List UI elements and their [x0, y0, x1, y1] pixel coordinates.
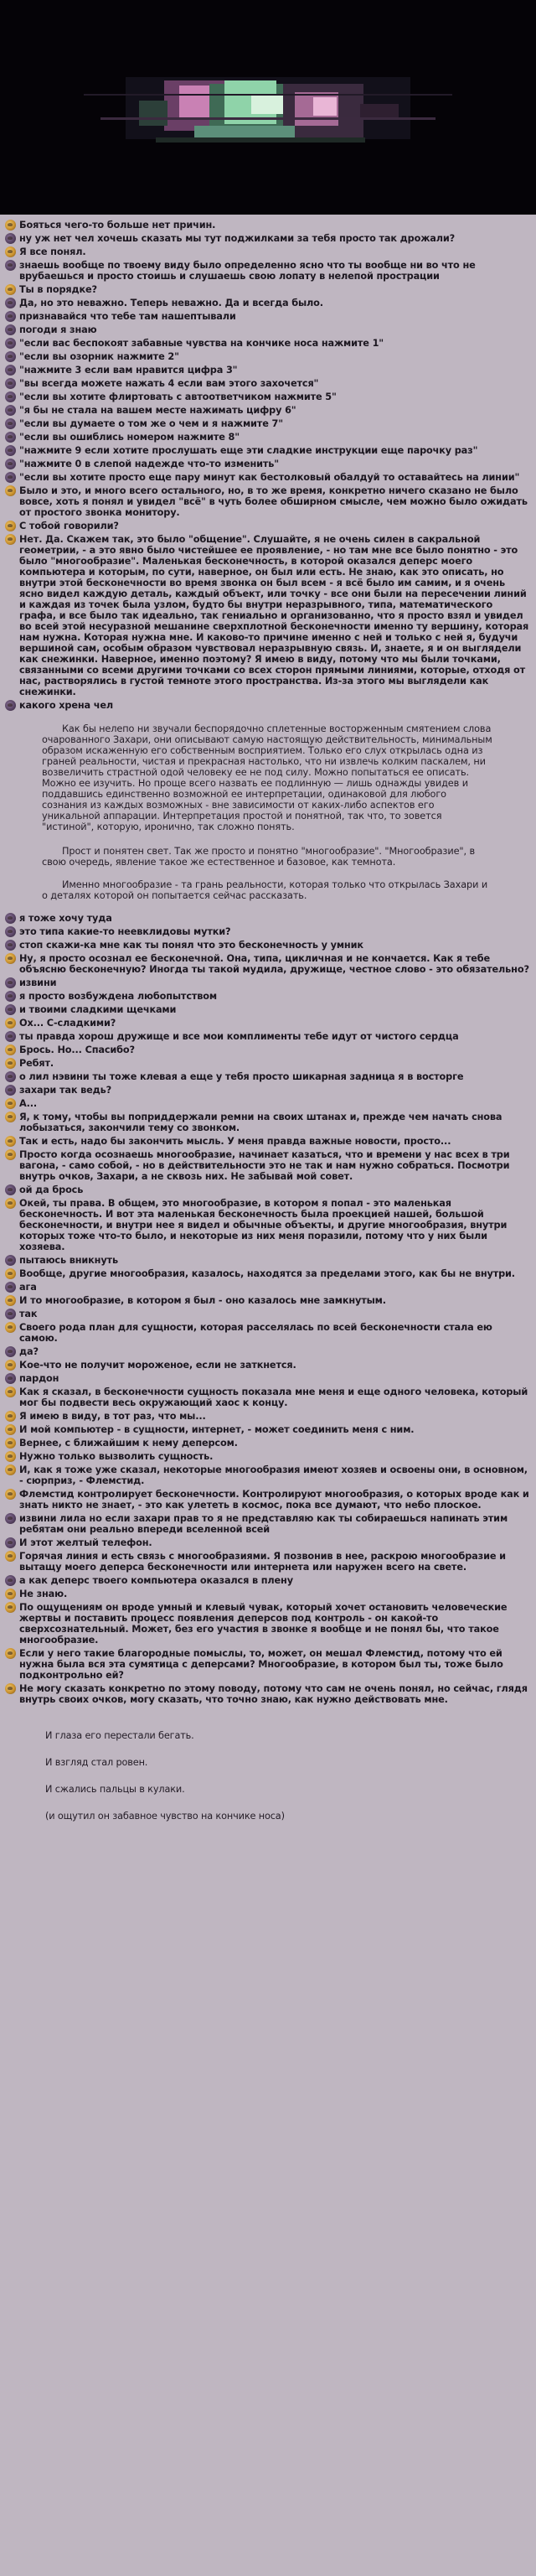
chat-message [5, 1648, 531, 1681]
message-text: это типа какие-то неевклидовы мутки? [19, 926, 231, 937]
chat-message [5, 1602, 531, 1646]
message-text: знаешь вообще по твоему виду было определенно ясно что ты вообще ни во что не врубаешься и просто стоишь и слушаешь свою лопату в нелепой прострации [19, 260, 479, 282]
chat-message [5, 311, 531, 322]
chat-message [5, 472, 531, 483]
chat-message [5, 260, 531, 282]
message-text: Брось. Но... Спасибо? [19, 1044, 135, 1055]
yellow-avatar-icon [5, 953, 16, 964]
message-group-1 [5, 220, 531, 711]
purple-avatar-icon [5, 940, 16, 951]
chat-message [5, 1451, 531, 1462]
message-text: И мой компьютер - в сущности, интернет, - может соединить меня с ним. [19, 1424, 415, 1435]
chat-message [5, 1085, 531, 1096]
yellow-avatar-icon [5, 1602, 16, 1613]
message-text: ой да брось [19, 1184, 84, 1195]
yellow-avatar-icon [5, 1044, 16, 1055]
message-text: И, как я тоже уже сказал, некоторые многообразия имеют хозяев и освоены они, в основном, - сюрприз, - Флемстид. [19, 1464, 531, 1486]
chat-message [5, 1268, 531, 1279]
narration-paragraph: Как бы нелепо ни звучали беспорядочно сплетенные восторженным смятением слова очарованного Захари, они описывают самую настоящую действительность, минимальным образом искаженную его собственным восприятием. Только его слух открылась одна из граней реальности, чистая и прекрасная настолько, что ни извлечь колким паскалем, ни возвеличить страстной одой человеку ее не под силу. Можно попытаться ее описать. Можно ее изучить. Но проще всего назвать ее подлинную — лишь однажды увидев и поддавшись единственно возможной ее интерпретации, одинаковой для любого сознания из каждых возможных - вне зависимости от каких-либо аспектов его уникальной аппарации. Интерпретация простой и понятной, так что, то зовется "истиной", которую, иронично, так сложно понять. [42, 723, 492, 832]
purple-avatar-icon [5, 1537, 16, 1548]
chat-message [5, 1098, 531, 1109]
chat-message [5, 1575, 531, 1586]
purple-avatar-icon [5, 311, 16, 322]
purple-avatar-icon [5, 1513, 16, 1524]
chat-message [5, 953, 531, 975]
yellow-avatar-icon [5, 1360, 16, 1371]
chat-message [5, 1071, 531, 1082]
chat-message [5, 405, 531, 416]
chat-message [5, 1018, 531, 1029]
yellow-avatar-icon [5, 1451, 16, 1462]
chat-message [5, 1184, 531, 1195]
chat-message [5, 1589, 531, 1599]
purple-avatar-icon [5, 233, 16, 244]
purple-avatar-icon [5, 378, 16, 389]
chat-message [5, 1513, 531, 1535]
purple-avatar-icon [5, 459, 16, 469]
purple-avatar-icon [5, 405, 16, 416]
chat-message [5, 534, 531, 697]
message-text: А... [19, 1098, 38, 1109]
purple-avatar-icon [5, 1575, 16, 1586]
closing-line: И глаза его перестали бегать. [45, 1730, 194, 1741]
closing-line: (и ощутил он забавное чувство на кончике носа) [45, 1811, 285, 1822]
yellow-avatar-icon [5, 1438, 16, 1449]
message-text: "нажмите 9 если хотите прослушать еще эти сладкие инструкции еще парочку раз" [19, 445, 478, 456]
message-text: И то многообразие, в котором я был - оно казалось мне замкнутым. [19, 1295, 386, 1306]
yellow-avatar-icon [5, 1149, 16, 1160]
message-text: ты правда хорош дружище и все мои комплименты тебе идут от чистого сердца [19, 1031, 459, 1042]
chat-message [5, 521, 531, 531]
purple-avatar-icon [5, 1085, 16, 1096]
purple-avatar-icon [5, 432, 16, 443]
message-text: так [19, 1309, 38, 1319]
purple-avatar-icon [5, 338, 16, 349]
chat-message [5, 485, 531, 518]
chat-message [5, 1489, 531, 1511]
chat-message [5, 220, 531, 231]
purple-avatar-icon [5, 351, 16, 362]
yellow-avatar-icon [5, 1136, 16, 1147]
purple-avatar-icon [5, 445, 16, 456]
purple-avatar-icon [5, 1346, 16, 1357]
chat-message [5, 1551, 531, 1573]
chat-message [5, 284, 531, 295]
yellow-avatar-icon [5, 1058, 16, 1069]
message-text: я тоже хочу туда [19, 913, 112, 924]
message-text: Горячая линия и есть связь с многообразиями. Я позвонив в нее, раскрою многообразие и вытащу моего деперса бесконечности или интернета или наружен всего на свете. [19, 1551, 509, 1573]
chat-message [5, 391, 531, 402]
message-text: признавайся что тебе там нашептывали [19, 311, 236, 322]
message-text: Своего рода план для сущности, которая расселялась по всей бесконечности стала ею самою. [19, 1322, 496, 1344]
message-text: И этот желтый телефон. [19, 1537, 152, 1548]
glitch-art-header-image [0, 0, 536, 215]
message-text: Я все понял. [19, 246, 86, 257]
yellow-avatar-icon [5, 1268, 16, 1279]
chat-message [5, 1031, 531, 1042]
chat-message [5, 432, 531, 443]
yellow-avatar-icon [5, 220, 16, 231]
purple-avatar-icon [5, 700, 16, 711]
message-text: о лил нэвини ты тоже клевая а еще у тебя просто шикарная задница я в восторге [19, 1071, 464, 1082]
message-text: Я, к тому, чтобы вы поприддержали ремни на своих штанах и, прежде чем начать снова лобызаться, закончили тему со звонком. [19, 1112, 506, 1133]
purple-avatar-icon [5, 324, 16, 335]
purple-avatar-icon [5, 1071, 16, 1082]
chat-message [5, 1424, 531, 1435]
yellow-avatar-icon [5, 1648, 16, 1659]
message-text: Как я сказал, в бесконечности сущность показала мне меня и еще одного человека, который мог бы подвести весь окружающий хаос к концу. [19, 1386, 531, 1408]
chat-message [5, 233, 531, 244]
yellow-avatar-icon [5, 1424, 16, 1435]
chat-message [5, 1464, 531, 1486]
message-text: захари так ведь? [19, 1085, 112, 1096]
yellow-avatar-icon [5, 246, 16, 257]
purple-avatar-icon [5, 991, 16, 1002]
message-group-2 [5, 913, 531, 1705]
purple-avatar-icon [5, 1373, 16, 1384]
yellow-avatar-icon [5, 1464, 16, 1475]
yellow-avatar-icon [5, 1018, 16, 1029]
chat-message [5, 940, 531, 951]
message-text: и твоими сладкими щечками [19, 1004, 177, 1015]
message-text: "если вас беспокоят забавные чувства на кончике носа нажмите 1" [19, 338, 384, 349]
chat-message [5, 338, 531, 349]
chat-message [5, 1255, 531, 1266]
yellow-avatar-icon [5, 534, 16, 545]
message-text: "если вы озорник нажмите 2" [19, 351, 179, 362]
message-text: Ну, я просто осознал ее бесконечной. Она, типа, цикличная и не кончается. Как я тебе объясню бесконечную? Иногда ты такой мудила, дружище, честное слово - это обязательно? [19, 953, 529, 975]
message-text: Да, но это неважно. Теперь неважно. Да и всегда было. [19, 298, 323, 308]
message-text: Не могу сказать конкретно по этому поводу, потому что сам не очень понял, но сейчас, глядя внутрь своих очков, могу сказать, что точно знаю, как нужно действовать мне. [19, 1683, 531, 1705]
message-text: "нажмите 3 если вам нравится цифра 3" [19, 365, 238, 376]
chat-message [5, 1282, 531, 1293]
purple-avatar-icon [5, 260, 16, 271]
purple-avatar-icon [5, 1282, 16, 1293]
message-text: какого хрена чел [19, 700, 114, 711]
message-text: По ощущениям он вроде умный и клевый чувак, который хочет остановить человеческие жертвы и поставить процесс появления деперсов под контроль - он какой-то сверхсознательный. Может, без его участия в звонке я вообще и не понял бы, что такое многообразие. [19, 1602, 511, 1646]
chat-message [5, 913, 531, 924]
closing-line: И сжались пальцы в кулаки. [45, 1784, 185, 1795]
closing-line: И взгляд стал ровен. [45, 1757, 148, 1768]
chat-message [5, 1149, 531, 1182]
message-text: ага [19, 1282, 37, 1293]
chat-message [5, 991, 531, 1002]
chat-message [5, 1309, 531, 1319]
message-text: Ох... С-сладкими? [19, 1018, 116, 1029]
chat-message [5, 459, 531, 469]
purple-avatar-icon [5, 365, 16, 376]
chat-message [5, 1136, 531, 1147]
message-text: "если вы думаете о том же о чем и я нажмите 7" [19, 418, 283, 429]
purple-avatar-icon [5, 418, 16, 429]
chat-message [5, 351, 531, 362]
yellow-avatar-icon [5, 1411, 16, 1422]
yellow-avatar-icon [5, 1112, 16, 1122]
yellow-avatar-icon [5, 284, 16, 295]
purple-avatar-icon [5, 913, 16, 924]
message-text: извини лила но если захари прав то я не представляю как ты собираешься напинать этим ребятам они реально впереди вселенной всей [19, 1513, 511, 1535]
yellow-avatar-icon [5, 1551, 16, 1562]
message-text: Нет. Да. Скажем так, это было "общение". Слушайте, я не очень силен в сакральной геометрии, - а это явно было чистейшее ее проявление, - но там мне все было понятно - это было "многообразие". Маленькая бесконечность, в которой оказался деперс моего компьютера и которым, по сути, наверное, он был или есть. Не знаю, как это описать, но внутри этой бесконечности во время звонка он был всем - я всё было им самим, и я очень ясно видел каждую деталь, каждый объект, или точку - все они были на пересечении линий и каждая из точек была узлом, будто бы внутри неразрывного, типа, математического графа, и все было так идеально, так гениально и организованно, что я просто взял и увидел во всей этой несуразной мешанине сверхплотной бесконечности именно ту вершину, которая нам нужна. Которая нужна мне. И каково-то причине именно с ней и только с ней я, будучи вершиной сам, особым образом чувствовал неразрывную связь. И, знаете, я и он выглядели как снежинки. Наверное, именно поэтому? Я имею в виду, потому что мы были точками, связанными со всеми другими точками со всех сторон прямыми линиями, которые, отходя от нас, растворялись в густой темноте этого пространства. Из-за этого мы выглядели как снежинки. [19, 534, 532, 697]
message-text: Было и это, и много всего остального, но, в то же время, конкретно ничего сказано не было вовсе, хоть я понял и увидел "всё" в чуть более обширном смысле, чем можно было ожидать от простого звонка монитору. [19, 485, 531, 518]
message-text: пытаюсь вникнуть [19, 1255, 118, 1266]
purple-avatar-icon [5, 1255, 16, 1266]
chat-message [5, 298, 531, 308]
chat-message [5, 246, 531, 257]
message-text: Бояться чего-то больше нет причин. [19, 220, 216, 231]
message-text: "вы всегда можете нажать 4 если вам этого захочется" [19, 378, 319, 389]
message-text: да? [19, 1346, 39, 1357]
message-text: Вернее, с ближайшим к нему деперсом. [19, 1438, 238, 1449]
purple-avatar-icon [5, 926, 16, 937]
chat-message [5, 1683, 531, 1705]
chat-message [5, 1295, 531, 1306]
chat-message [5, 1112, 531, 1133]
chat-message [5, 1004, 531, 1015]
narration-paragraph: Именно многообразие - та грань реальности, которая только что открылась Захари и о деталях которой он попытается сейчас рассказать. [42, 879, 488, 901]
purple-avatar-icon [5, 977, 16, 988]
purple-avatar-icon [5, 391, 16, 402]
chat-message [5, 1373, 531, 1384]
message-text: "если вы хотите флиртовать с автоответчиком нажмите 5" [19, 391, 337, 402]
purple-avatar-icon [5, 1031, 16, 1042]
chat-log [5, 220, 531, 1822]
message-text: Окей, ты права. В общем, это многообразие, в котором я попал - это маленькая бесконечность. И вот эта маленькая бесконечность была проекцией нашей, большой бесконечности, и внутри нее я видел и обычные объекты, и другие многообразия, внутри которых тоже что-то было, и некоторые из них меня поразили, потому что у них были хозяева. [19, 1198, 511, 1252]
message-text: Ты в порядке? [19, 284, 97, 295]
message-text: я просто возбуждена любопытством [19, 991, 217, 1002]
chat-message [5, 977, 531, 988]
yellow-avatar-icon [5, 1386, 16, 1397]
message-text: Ребят. [19, 1058, 54, 1069]
message-text: погоди я знаю [19, 324, 97, 335]
message-text: "если вы хотите просто еще пару минут как бестолковый обалдуй то оставайтесь на линии" [19, 472, 520, 483]
yellow-avatar-icon [5, 521, 16, 531]
chat-message [5, 1058, 531, 1069]
message-text: Флемстид контролирует бесконечности. Контролируют многообразия, о которых вроде как и знать никто не знает, - это как улететь в космос, пока все думают, что небо плоское. [19, 1489, 533, 1511]
message-text: "если вы ошиблись номером нажмите 8" [19, 432, 240, 443]
purple-avatar-icon [5, 1004, 16, 1015]
chat-message [5, 1346, 531, 1357]
purple-avatar-icon [5, 1309, 16, 1319]
purple-avatar-icon [5, 298, 16, 308]
message-text: а как деперс твоего компьютера оказался в плену [19, 1575, 293, 1586]
chat-message [5, 1044, 531, 1055]
narration-paragraph: Прост и понятен свет. Так же просто и понятно "многообразие". "Многообразие", в свою очередь, явление такое же естественное и базовое, как темнота. [42, 846, 476, 868]
message-text: пардон [19, 1373, 59, 1384]
chat-message [5, 418, 531, 429]
message-text: Если у него такие благородные помыслы, то, может, он мешал Флемстид, потому что ей нужна была вся эта сумятица с деперсами? Многообразие, в котором был ты, тоже было подконтрольно ей? [19, 1648, 507, 1681]
yellow-avatar-icon [5, 1683, 16, 1694]
yellow-avatar-icon [5, 1489, 16, 1500]
chat-message [5, 1537, 531, 1548]
chat-message [5, 926, 531, 937]
chat-message [5, 324, 531, 335]
chat-message [5, 445, 531, 456]
yellow-avatar-icon [5, 1322, 16, 1333]
message-text: "я бы не стала на вашем месте нажимать цифру 6" [19, 405, 296, 416]
chat-message [5, 1438, 531, 1449]
chat-message [5, 1411, 531, 1422]
message-text: ну уж нет чел хочешь сказать мы тут поджилками за тебя просто так дрожали? [19, 233, 456, 244]
message-text: извини [19, 977, 57, 988]
chat-message [5, 365, 531, 376]
chat-message [5, 1386, 531, 1408]
chat-message [5, 1360, 531, 1371]
yellow-avatar-icon [5, 1198, 16, 1209]
yellow-avatar-icon [5, 485, 16, 496]
message-text: Кое-что не получит мороженое, если не заткнется. [19, 1360, 296, 1371]
message-text: Я имею в виду, в тот раз, что мы... [19, 1411, 206, 1422]
message-text: стоп скажи-ка мне как ты понял что это бесконечность у умник [19, 940, 363, 951]
message-text: Вообще, другие многообразия, казалось, находятся за пределами этого, как бы не внутри. [19, 1268, 515, 1279]
yellow-avatar-icon [5, 1295, 16, 1306]
message-text: С тобой говорили? [19, 521, 119, 531]
purple-avatar-icon [5, 472, 16, 483]
message-text: "нажмите 0 в слепой надежде что-то изменить" [19, 459, 280, 469]
chat-message [5, 700, 531, 711]
message-text: Нужно только вызволить сущность. [19, 1451, 214, 1462]
chat-message [5, 1198, 531, 1252]
yellow-avatar-icon [5, 1589, 16, 1599]
yellow-avatar-icon [5, 1098, 16, 1109]
chat-message [5, 1322, 531, 1344]
message-text: Просто когда осознаешь многообразие, начинает казаться, что и времени у нас всех в три вагона, - само собой, - но в действительности это не так и нам нужно собраться. Посмотри внутрь очков, Захари, а не сквозь них. Не забывай мой совет. [19, 1149, 513, 1182]
purple-avatar-icon [5, 1184, 16, 1195]
message-text: Не знаю. [19, 1589, 68, 1599]
message-text: Так и есть, надо бы закончить мысль. У меня правда важные новости, просто... [19, 1136, 451, 1147]
chat-message [5, 378, 531, 389]
